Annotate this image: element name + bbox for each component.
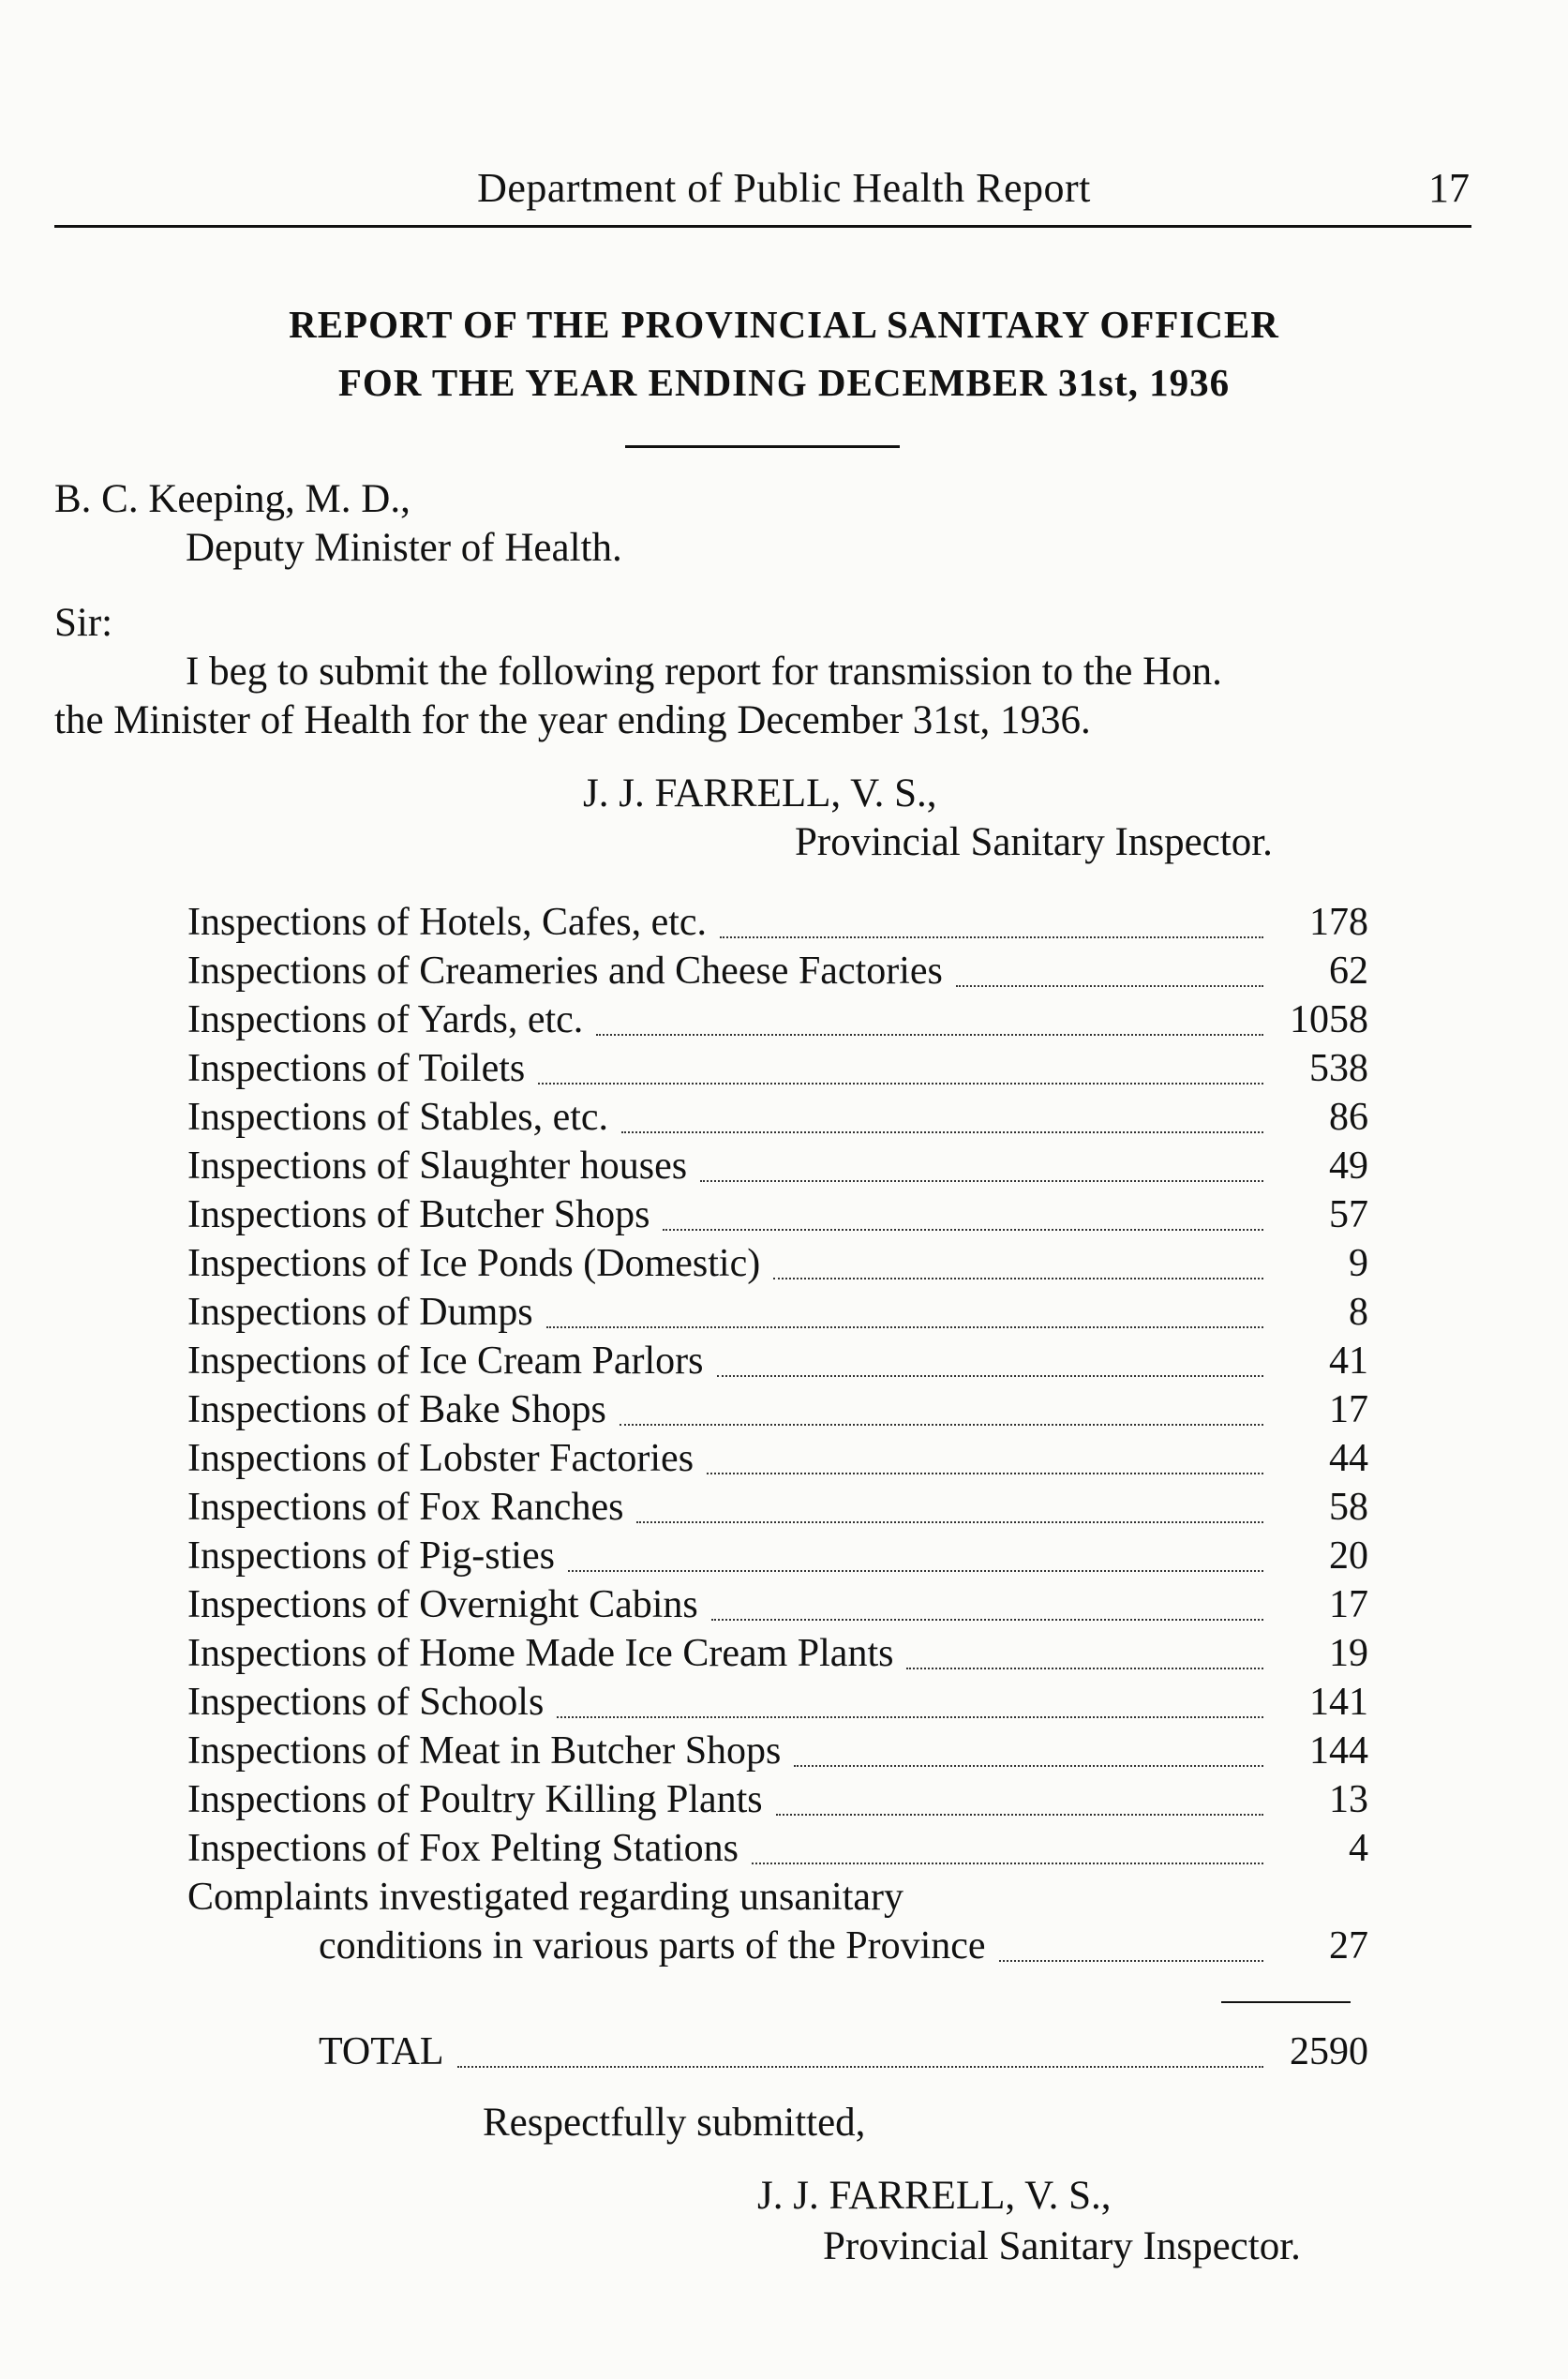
heading-divider bbox=[625, 445, 900, 448]
table-row bbox=[187, 1826, 1368, 1875]
table-row bbox=[187, 1485, 1368, 1534]
complaints-row-line-1 bbox=[187, 1875, 1368, 1923]
row-label: Inspections of Toilets bbox=[187, 1047, 526, 1090]
table-row bbox=[187, 1534, 1368, 1582]
row-label: Inspections of Ice Cream Parlors bbox=[187, 1339, 704, 1383]
dot-leader bbox=[711, 1619, 1263, 1621]
dot-leader bbox=[707, 1473, 1263, 1474]
row-label: Inspections of Fox Ranches bbox=[187, 1486, 624, 1529]
dot-leader bbox=[620, 1424, 1263, 1426]
addressee-title: Deputy Minister of Health. bbox=[186, 526, 622, 570]
row-label: Inspections of Schools bbox=[187, 1681, 545, 1724]
page-number: 17 bbox=[1428, 165, 1470, 211]
page-header-title: Department of Public Health Report bbox=[477, 165, 1091, 211]
row-value: 57 bbox=[1329, 1193, 1368, 1236]
row-value: 9 bbox=[1349, 1242, 1368, 1285]
dot-leader bbox=[596, 1034, 1263, 1036]
row-label: Inspections of Dumps bbox=[187, 1291, 533, 1334]
dot-leader bbox=[621, 1131, 1263, 1133]
signature-top-title: Provincial Sanitary Inspector. bbox=[795, 820, 1273, 864]
signature-bottom-title: Provincial Sanitary Inspector. bbox=[823, 2224, 1301, 2268]
row-value: 19 bbox=[1329, 1632, 1368, 1675]
dot-leader bbox=[663, 1229, 1263, 1231]
table-row bbox=[187, 1339, 1368, 1387]
row-label: Inspections of Pig-sties bbox=[187, 1534, 555, 1578]
row-value: 86 bbox=[1329, 1096, 1368, 1139]
complaints-label-line-2: conditions in various parts of the Province bbox=[319, 1924, 986, 1968]
table-row bbox=[187, 1387, 1368, 1436]
report-heading-line-1: REPORT OF THE PROVINCIAL SANITARY OFFICER bbox=[289, 303, 1279, 346]
intro-line-2: the Minister of Health for the year ending December 31st, 1936. bbox=[54, 698, 1091, 742]
row-label: Inspections of Meat in Butcher Shops bbox=[187, 1729, 782, 1773]
row-label: Inspections of Lobster Factories bbox=[187, 1437, 694, 1480]
row-label: Inspections of Home Made Ice Cream Plants bbox=[187, 1632, 894, 1675]
dot-leader bbox=[568, 1570, 1263, 1572]
dot-leader bbox=[776, 1814, 1263, 1816]
row-label: Inspections of Overnight Cabins bbox=[187, 1583, 698, 1626]
header-rule bbox=[54, 225, 1471, 228]
dot-leader bbox=[557, 1716, 1263, 1718]
row-value: 17 bbox=[1329, 1388, 1368, 1431]
row-value: 17 bbox=[1329, 1583, 1368, 1626]
total-label: TOTAL bbox=[319, 2030, 444, 2073]
closing: Respectfully submitted, bbox=[483, 2101, 866, 2145]
signature-top-name: J. J. FARRELL, V. S., bbox=[583, 771, 937, 815]
row-value: 44 bbox=[1329, 1437, 1368, 1480]
table-row bbox=[187, 949, 1368, 997]
dot-leader bbox=[538, 1083, 1263, 1085]
row-value: 178 bbox=[1309, 901, 1368, 944]
row-value: 141 bbox=[1309, 1681, 1368, 1724]
row-value: 58 bbox=[1329, 1486, 1368, 1529]
table-row bbox=[187, 1728, 1368, 1777]
row-label: Inspections of Creameries and Cheese Factories bbox=[187, 950, 943, 993]
row-value: 538 bbox=[1309, 1047, 1368, 1090]
table-row bbox=[187, 1436, 1368, 1485]
row-label: Inspections of Yards, etc. bbox=[187, 998, 584, 1041]
table-row bbox=[187, 900, 1368, 949]
row-value: 41 bbox=[1329, 1339, 1368, 1383]
total-row bbox=[319, 2029, 1368, 2078]
row-label: Inspections of Stables, etc. bbox=[187, 1096, 609, 1139]
dot-leader bbox=[773, 1278, 1263, 1279]
table-row bbox=[187, 1095, 1368, 1144]
row-label: Inspections of Bake Shops bbox=[187, 1388, 606, 1431]
table-row bbox=[187, 1144, 1368, 1192]
dot-leader bbox=[720, 936, 1263, 938]
dot-leader bbox=[999, 1960, 1263, 1962]
row-value: 4 bbox=[1349, 1827, 1368, 1870]
row-value: 8 bbox=[1349, 1291, 1368, 1334]
row-label: Inspections of Slaughter houses bbox=[187, 1145, 688, 1188]
dot-leader bbox=[717, 1375, 1264, 1377]
dot-leader bbox=[457, 2066, 1263, 2068]
dot-leader bbox=[546, 1326, 1263, 1328]
dot-leader bbox=[700, 1180, 1263, 1182]
table-row bbox=[187, 1046, 1368, 1095]
complaints-label-line-1: Complaints investigated regarding unsanitary bbox=[187, 1876, 903, 1919]
table-row bbox=[187, 1777, 1368, 1826]
dot-leader bbox=[636, 1521, 1263, 1523]
table-row bbox=[187, 1631, 1368, 1680]
total-value: 2590 bbox=[1290, 2030, 1368, 2073]
intro-line-1: I beg to submit the following report for transmission to the Hon. bbox=[186, 650, 1222, 694]
row-value: 49 bbox=[1329, 1145, 1368, 1188]
dot-leader bbox=[956, 985, 1263, 987]
dot-leader bbox=[752, 1863, 1263, 1864]
table-row bbox=[187, 1241, 1368, 1290]
dot-leader bbox=[906, 1668, 1263, 1669]
table-row bbox=[187, 1192, 1368, 1241]
row-value: 144 bbox=[1309, 1729, 1368, 1773]
table-row bbox=[187, 1290, 1368, 1339]
row-value: 20 bbox=[1329, 1534, 1368, 1578]
complaints-value: 27 bbox=[1329, 1924, 1368, 1968]
table-row bbox=[187, 1680, 1368, 1728]
report-heading-line-2: FOR THE YEAR ENDING DECEMBER 31st, 1936 bbox=[337, 361, 1231, 404]
addressee-name: B. C. Keeping, M. D., bbox=[54, 477, 411, 521]
complaints-row-line-2 bbox=[319, 1923, 1368, 1972]
row-label: Inspections of Fox Pelting Stations bbox=[187, 1827, 739, 1870]
row-value: 1058 bbox=[1290, 998, 1368, 1041]
table-row bbox=[187, 1582, 1368, 1631]
signature-bottom-name: J. J. FARRELL, V. S., bbox=[757, 2174, 1112, 2218]
row-label: Inspections of Butcher Shops bbox=[187, 1193, 650, 1236]
row-label: Inspections of Poultry Killing Plants bbox=[187, 1778, 763, 1821]
row-value: 62 bbox=[1329, 950, 1368, 993]
row-label: Inspections of Hotels, Cafes, etc. bbox=[187, 901, 708, 944]
salutation: Sir: bbox=[54, 601, 113, 645]
table-row bbox=[187, 997, 1368, 1046]
row-label: Inspections of Ice Ponds (Domestic) bbox=[187, 1242, 761, 1285]
row-value: 13 bbox=[1329, 1778, 1368, 1821]
dot-leader bbox=[794, 1765, 1263, 1767]
total-rule bbox=[1221, 2001, 1351, 2003]
